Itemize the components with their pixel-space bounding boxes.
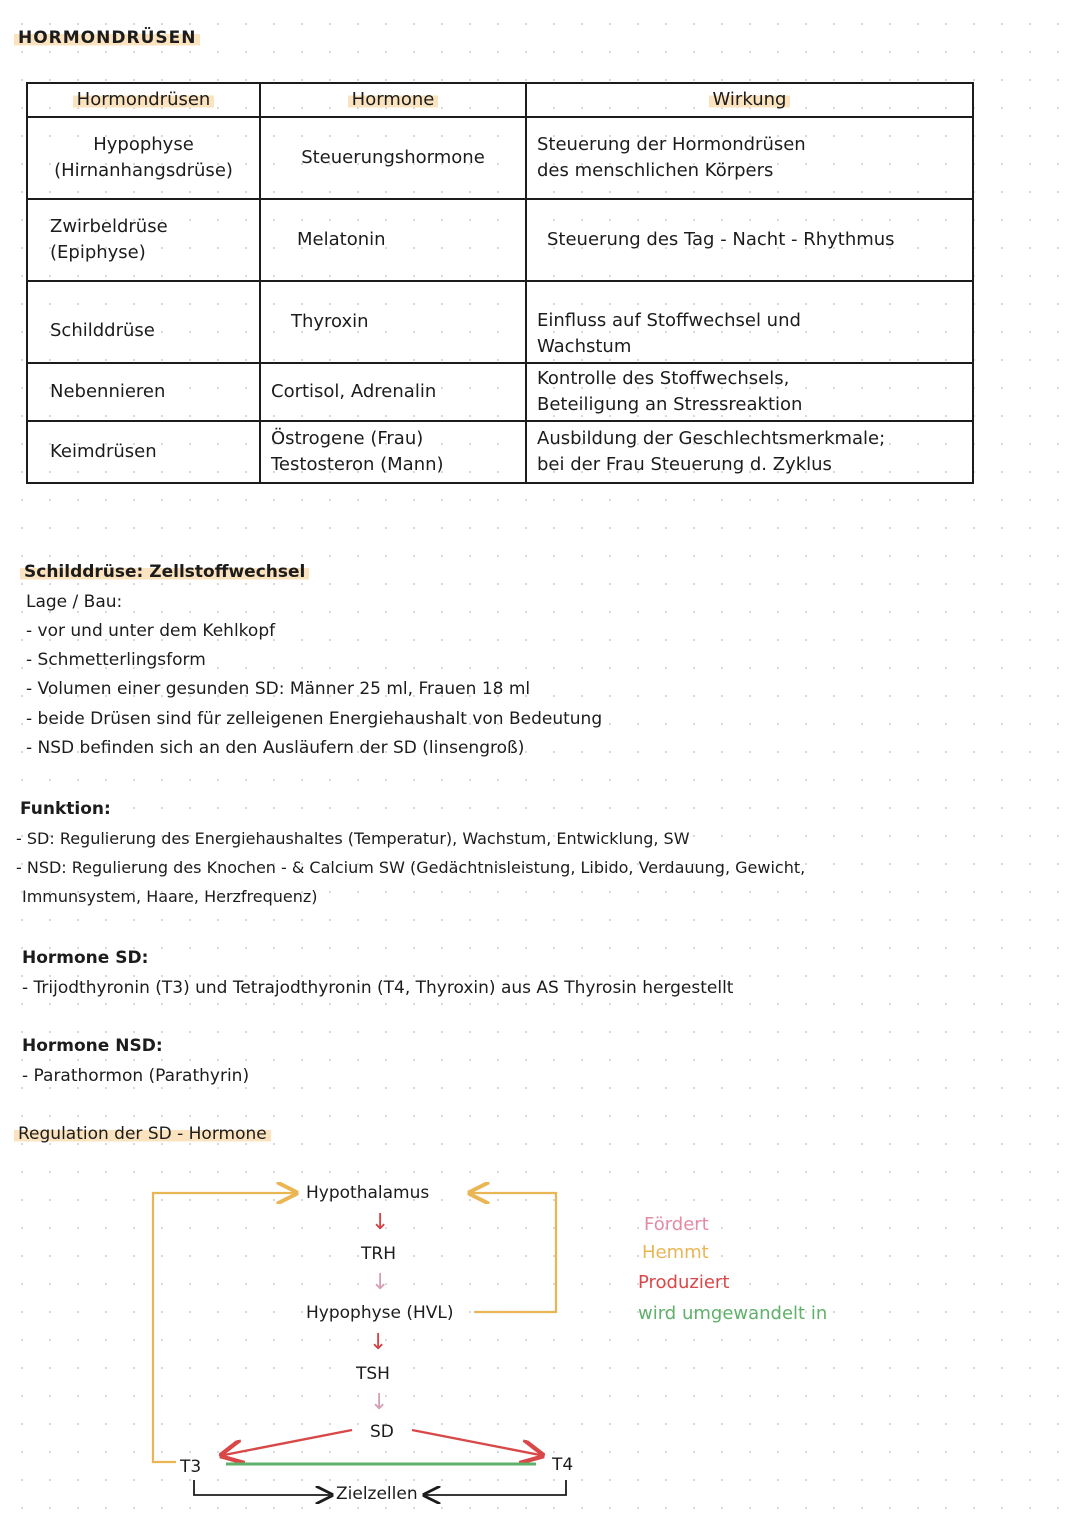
node-zielzellen: Zielzellen (336, 1484, 418, 1504)
inhibition-line-hypophyse-hypothalamus (472, 1193, 556, 1312)
lage-heading: Lage / Bau: (26, 592, 123, 612)
target-arrow-t4-zielzellen (426, 1480, 566, 1495)
cell-effect: Ausbildung der Geschlechtsmerkmale; bei der Frau Steuerung d. Zyklus (526, 421, 973, 483)
lage-item: - NSD befinden sich an den Ausläufern der SD (linsengroß) (26, 738, 525, 758)
node-tsh: TSH (356, 1364, 390, 1384)
page-title: HORMONDRÜSEN (14, 28, 200, 48)
cell-effect: Steuerung des Tag - Nacht - Rhythmus (526, 199, 973, 281)
table-row (27, 199, 973, 281)
node-trh: TRH (361, 1244, 396, 1264)
section-heading-schilddruese: Schilddrüse: Zellstoffwechsel (20, 562, 309, 582)
cell-gland: Hypophyse (Hirnanhangsdrüse) (27, 117, 260, 199)
node-t3: T3 (180, 1457, 202, 1477)
header-wirkung: Wirkung (526, 83, 973, 117)
arrow-down-pink-icon: ↓ (370, 1390, 389, 1415)
lage-item: - beide Drüsen sind für zelleigenen Energiehaushalt von Bedeutung (26, 709, 603, 729)
regulation-heading: Regulation der SD - Hormone (14, 1124, 271, 1144)
legend-foerdert: Fördert (644, 1214, 709, 1235)
legend-hemmt: Hemmt (642, 1242, 709, 1263)
lage-item: - vor und unter dem Kehlkopf (26, 621, 276, 641)
node-sd: SD (370, 1422, 394, 1442)
cell-hormone: Östrogene (Frau) Testosteron (Mann) (260, 421, 526, 483)
node-hypothalamus: Hypothalamus (306, 1183, 430, 1203)
inhibition-line-t3-hypothalamus (153, 1193, 294, 1462)
target-arrow-t3-zielzellen (194, 1480, 330, 1495)
hormone-sd-heading: Hormone SD: (22, 948, 149, 968)
hormone-table (26, 82, 974, 484)
legend-produziert: Produziert (638, 1272, 730, 1293)
funktion-heading: Funktion: (20, 799, 111, 819)
cell-effect: Kontrolle des Stoffwechsels, Beteiligung an Stressreaktion (526, 363, 973, 421)
production-arrow-sd-t4 (412, 1430, 540, 1455)
header-hormone: Hormone (260, 83, 526, 117)
cell-gland: Keimdrüsen (27, 421, 260, 483)
cell-hormone: Melatonin (260, 199, 526, 281)
lage-item: - Schmetterlingsform (26, 650, 206, 670)
cell-effect: Einfluss auf Stoffwechsel und Wachstum (526, 281, 973, 363)
table-row (27, 117, 973, 199)
table-row (27, 281, 973, 363)
cell-hormone: Cortisol, Adrenalin (260, 363, 526, 421)
cell-hormone: Thyroxin (260, 281, 526, 363)
legend-umgewandelt: wird umgewandelt in (638, 1303, 828, 1324)
header-hormondruesen: Hormondrüsen (27, 83, 260, 117)
funktion-item: - NSD: Regulierung des Knochen - & Calcium SW (Gedächtnisleistung, Libido, Verdauung, Gewicht, (16, 858, 806, 877)
hormone-nsd-text: - Parathormon (Parathyrin) (22, 1066, 250, 1086)
funktion-item: Immunsystem, Haare, Herzfrequenz) (22, 887, 318, 906)
hormone-nsd-heading: Hormone NSD: (22, 1036, 163, 1056)
table-row (27, 421, 973, 483)
funktion-item: - SD: Regulierung des Energiehaushaltes (Temperatur), Wachstum, Entwicklung, SW (16, 829, 690, 848)
cell-gland: Nebennieren (27, 363, 260, 421)
node-t4: T4 (552, 1455, 574, 1475)
cell-effect: Steuerung der Hormondrüsen des menschlichen Körpers (526, 117, 973, 199)
cell-hormone: Steuerungshormone (260, 117, 526, 199)
node-hypophyse: Hypophyse (HVL) (306, 1303, 454, 1323)
table-header-row (27, 83, 973, 117)
cell-gland: Zwirbeldrüse (Epiphyse) (27, 199, 260, 281)
production-arrow-sd-t3 (224, 1430, 352, 1455)
arrow-down-red-icon: ↓ (371, 1210, 390, 1235)
hormone-sd-text: - Trijodthyronin (T3) und Tetrajodthyronin (T4, Thyroxin) aus AS Thyrosin hergestellt (22, 978, 734, 998)
lage-item: - Volumen einer gesunden SD: Männer 25 ml, Frauen 18 ml (26, 679, 531, 699)
arrow-down-red-icon: ↓ (369, 1330, 388, 1355)
cell-gland: Schilddrüse (27, 281, 260, 363)
table-row (27, 363, 973, 421)
arrow-down-pink-icon: ↓ (371, 1270, 390, 1295)
